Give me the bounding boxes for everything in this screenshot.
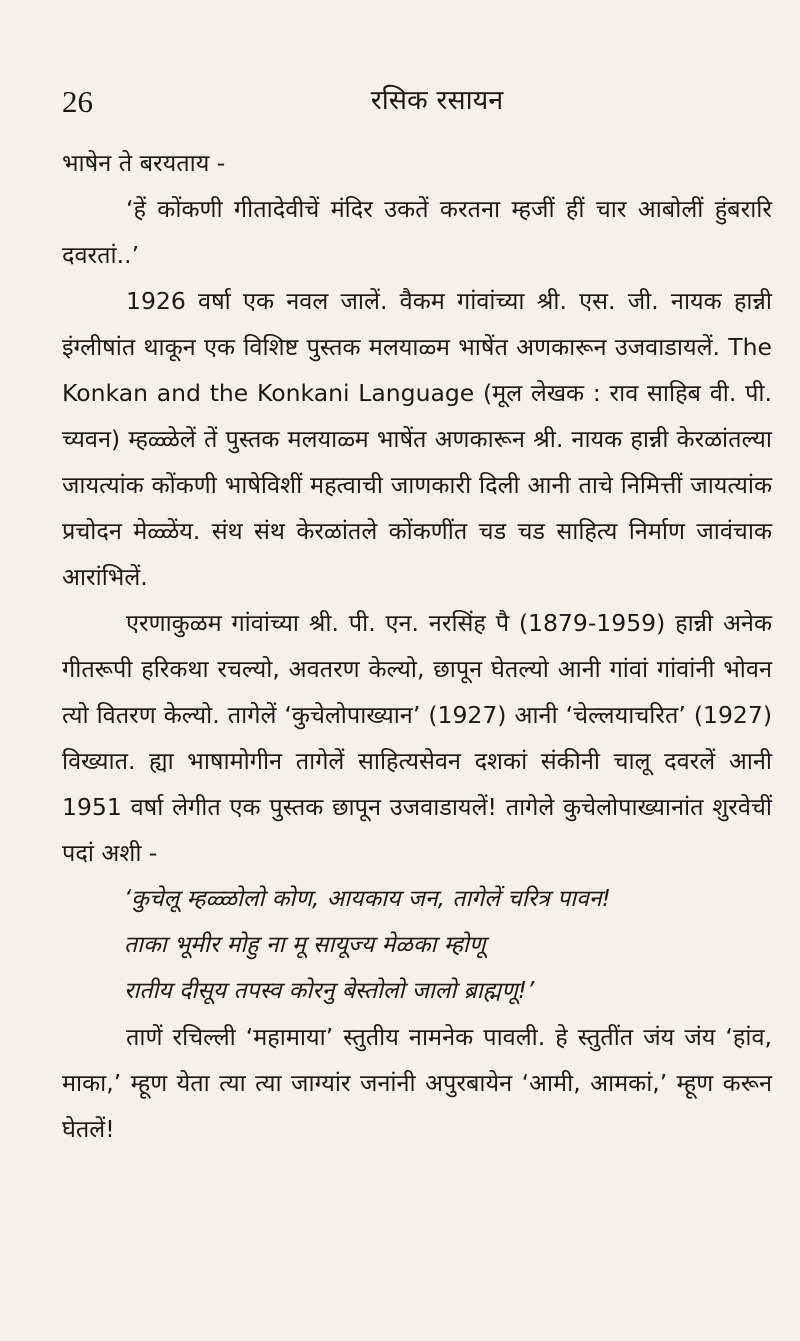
running-title: रसिक रसायन: [370, 85, 504, 116]
closing-paragraph: ताणें रचिल्ली ‘महामाया’ स्तुतीय नामनेक पावली. हे स्तुतींत जंय जंय ‘हांव, माका,’ म्हूण येता त्या त्या जाग्यांर जनांनी अपुरबायेन ‘आमी, आमकां,’ म्हूण करून घेतलें!: [62, 1023, 772, 1143]
body-text: [62, 140, 772, 1152]
paragraph-narasimha-pai: एरणाकुळम गांवांच्या श्री. पी. एन. नरसिंह पै (1879-1959) हान्नी अनेक गीतरूपी हरिकथा रचल्यो, अवतरण केल्यो, छापून घेतल्यो आनी गांवां गांवांनी भोवन त्यो वितरण केल्यो. तागेलें ‘कुचेलोपाख्यान’ (1927) आनी ‘चेल्लयाचरित’ (1927) विख्यात. ह्या भाषामोगीन तागेलें साहित्यसेवन दशकां संकीनी चालू दवरलें आनी 1951 वर्षा लेगीत एक पुस्तक छापून उजवाडायलें! तागेले कुचेलोपाख्यानांत शुरवेचीं पदां अशी -: [62, 609, 772, 867]
paragraph-1926: 1926 वर्षा एक नवल जालें. वैकम गांवांच्या श्री. एस. जी. नायक हान्नी इंग्लीषांत थाकून एक विशिष्ट पुस्तक मलयाळ्म भाषेंत अणकारून उजवाडायलें. The Konkan and the Konkani Language (मूल लेखक : राव साहिब वी. पी. च्यवन) म्हळ्ळेलें तें पुस्तक मलयाळ्म भाषेंत अणकारून श्री. नायक हान्नी केरळांतल्या जायत्यांक कोंकणी भाषेविशीं महत्वाची जाणकारी दिली आनी ताचे निमित्तीं जायत्यांक प्रचोदन मेळ्ळेंय. संथ संथ केरळांतले कोंकणींत चड चड साहित्य निर्माण जावंचाक आरांभिलें.: [62, 287, 772, 591]
page-number: 26: [62, 84, 93, 119]
verse-line: ताका भूमीर मोहु ना मू सायूज्य मेळका म्होणू: [124, 932, 486, 958]
quote-paragraph: ‘हें कोंकणी गीतादेवीचें मंदिर उकतें करतना म्हजीं हीं चार आबोलीं हुंबरारि दवरतां..’: [62, 195, 772, 269]
verse-block: [62, 876, 772, 1014]
intro-line: भाषेन ते बरयताय -: [62, 149, 226, 177]
page-header: [62, 0, 772, 140]
verse-line: ‘कुचेलू म्हळ्ळोलो कोण, आयकाय जन, तागेलें चरित्र पावन!: [124, 886, 611, 912]
verse-line: रातीय दीसूय तपस्व कोरनु बेस्तोलो जालो ब्राह्मणू!’: [124, 978, 535, 1004]
